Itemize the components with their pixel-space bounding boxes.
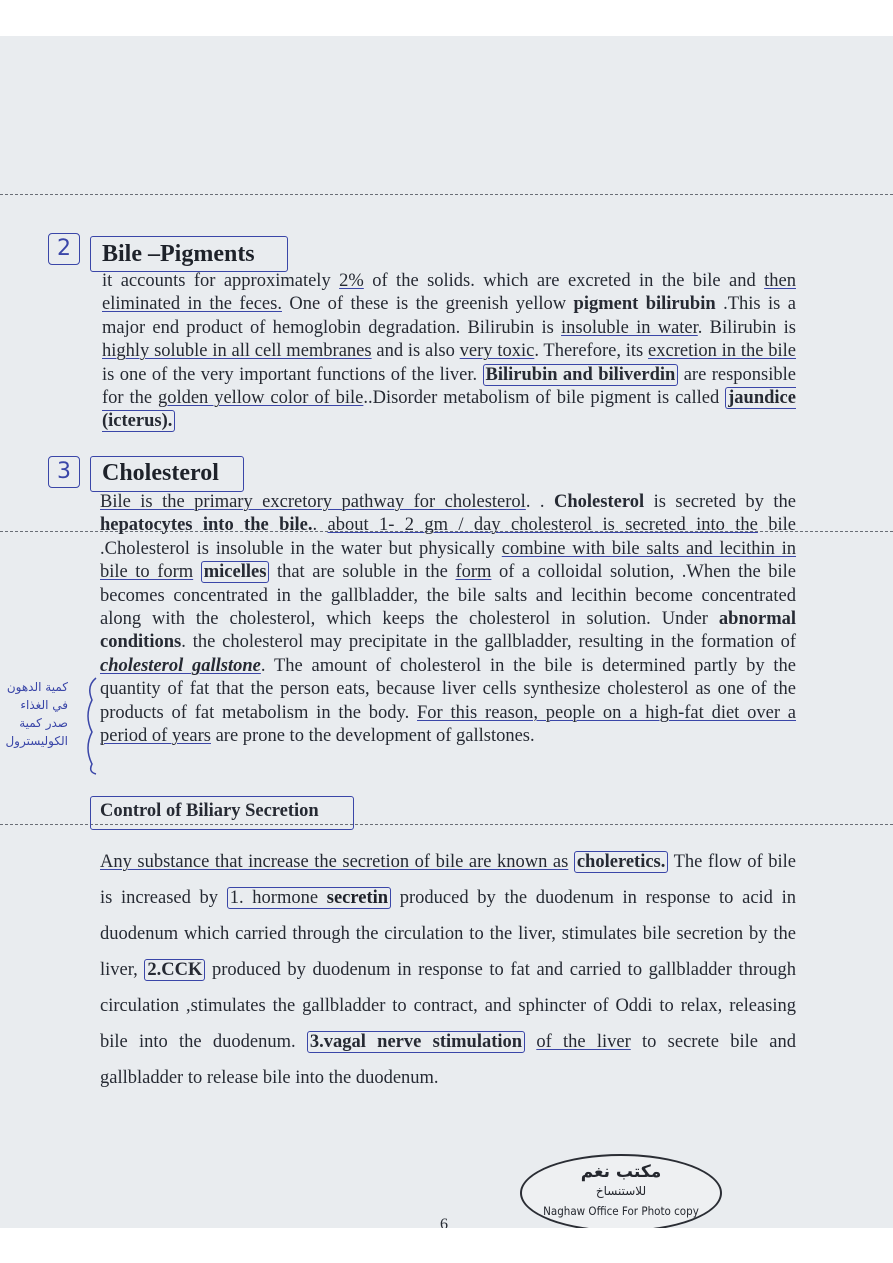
text-run: is secreted by the [644,492,796,512]
text-run: 1. hormone secretin [227,887,391,909]
text-run: . Bilirubin is [697,317,796,338]
text-run: and is also [371,341,460,362]
fold-line-top [0,194,893,195]
section-number-3: 3 [48,456,80,488]
rich-text [100,491,796,748]
text-run: golden yellow color of bile [157,388,364,409]
stamp-arabic-sub: للاستنساخ [595,1184,647,1198]
heading-cholesterol: Cholesterol [102,460,219,486]
text-run: pigment bilirubin [573,294,716,315]
heading-control-biliary-secretion: Control of Biliary Secretion [100,801,319,821]
text-run: to secrete bile and gallbladder to release bile into the duodenum. [100,1032,796,1088]
text-run [568,852,574,872]
rich-text [100,844,796,1096]
text-run: abnormal conditions [100,609,796,653]
paragraph-control [100,844,796,1096]
text-run: . Therefore, its [534,341,649,362]
text-run: excretion in the bile [648,341,797,362]
text-run: micelles [201,561,270,583]
text-run: are prone to the development of gallstones. [210,726,535,747]
text-run: then eliminated in the feces. [102,271,796,315]
text-run: .This is a major end product of hemoglobin degradation. Bilirubin is [102,294,796,338]
text-run: about 1- 2 gm / day cholesterol is secreted into the [327,515,758,536]
text-run: 2.CCK [144,959,205,981]
section-number-2: 2 [48,233,80,265]
text-run: that are soluble in the [269,562,456,583]
text-run: of the liver [536,1032,631,1052]
text-run: ..Disorder metabolism of bile pigment is called [363,388,726,409]
text-run: jaundice (icterus). [102,388,796,432]
text-run: combine with bile salts and lecithin in bile to form [100,538,797,583]
text-run [193,562,201,582]
text-run: highly soluble in all cell membranes [102,341,372,362]
rich-text [102,270,796,434]
text-run: is one of the very important functions of the liver. [102,364,483,385]
text-run: of a colloidal solution, .When the bile becomes concentrated in the gallbladder, the bile salts and lecithin become concentrated along with the cholesterol, which keeps the cholesterol in solution. Under [100,562,796,630]
paragraph-cholesterol [100,491,796,748]
text-run: produced by duodenum in response to fat and carried to gallbladder through circulation ,stimulates the gallbladder to contract, and sphincter of Oddi to relax, releasing bile into the duodenum. [100,960,796,1052]
heading-bile-pigments: Bile –Pigments [102,241,255,267]
margin-brace [82,676,100,776]
text-run [525,1032,536,1052]
text-run: For this reason, people on a high-fat diet over a period of years [100,702,797,747]
text-run: Any substance that increase the secretion of bile are known as [100,852,569,872]
page-number: 6 [440,1216,448,1228]
text-run: of the solids. which are excreted in the bile and [363,271,765,291]
stamp-english: Naghaw Office For Photo copy [543,1204,699,1218]
office-stamp [520,1154,722,1228]
stamp-arabic-name: مكتب نغم [580,1162,662,1182]
text-run: 3.vagal nerve stimulation [307,1031,525,1053]
text-run: One of these is the greenish yellow [281,294,574,315]
text-run: Cholesterol [554,492,645,512]
text-run: bile .Cholesterol is insoluble in the water but physically [100,515,797,559]
text-run: it accounts for approximately [102,271,340,291]
text-run: . The amount of cholesterol in the bile is determined partly by the quantity of fat that the person eats, because liver cells synthesize cholesterol as one of the products of fat metabolism in the body. [100,655,796,723]
text-run: . the cholesterol may precipitate in the gallbladder, resulting in the formation of [181,632,796,653]
text-run: 2% [339,271,364,291]
handwritten-margin-note: كمية الدهون في الغذاء صدر كمية الكوليسترول [5,680,68,748]
text-run: Bile is the primary excretory pathway for cholesterol [100,492,526,512]
text-run: very toxic [459,341,535,362]
text-run: . . [525,492,555,512]
text-run: The flow of bile is increased by [100,852,796,908]
text-run: hepatocytes into the bile. [100,515,313,536]
text-run: Bilirubin and biliverdin [483,364,679,386]
text-run: are responsible for the [102,364,796,409]
paragraph-bile-pigments [102,270,796,434]
text-run: choleretics. [574,851,669,873]
text-run: produced by the duodenum in response to acid in duodenum which carried through the circulation to the liver, stimulates bile secretion by the liver, [100,888,797,980]
text-run: cholesterol gallstone [100,655,261,676]
text-run: . [312,515,328,536]
text-run: form [455,562,492,583]
text-run: insoluble in water [561,317,698,338]
document-page [0,36,893,1228]
